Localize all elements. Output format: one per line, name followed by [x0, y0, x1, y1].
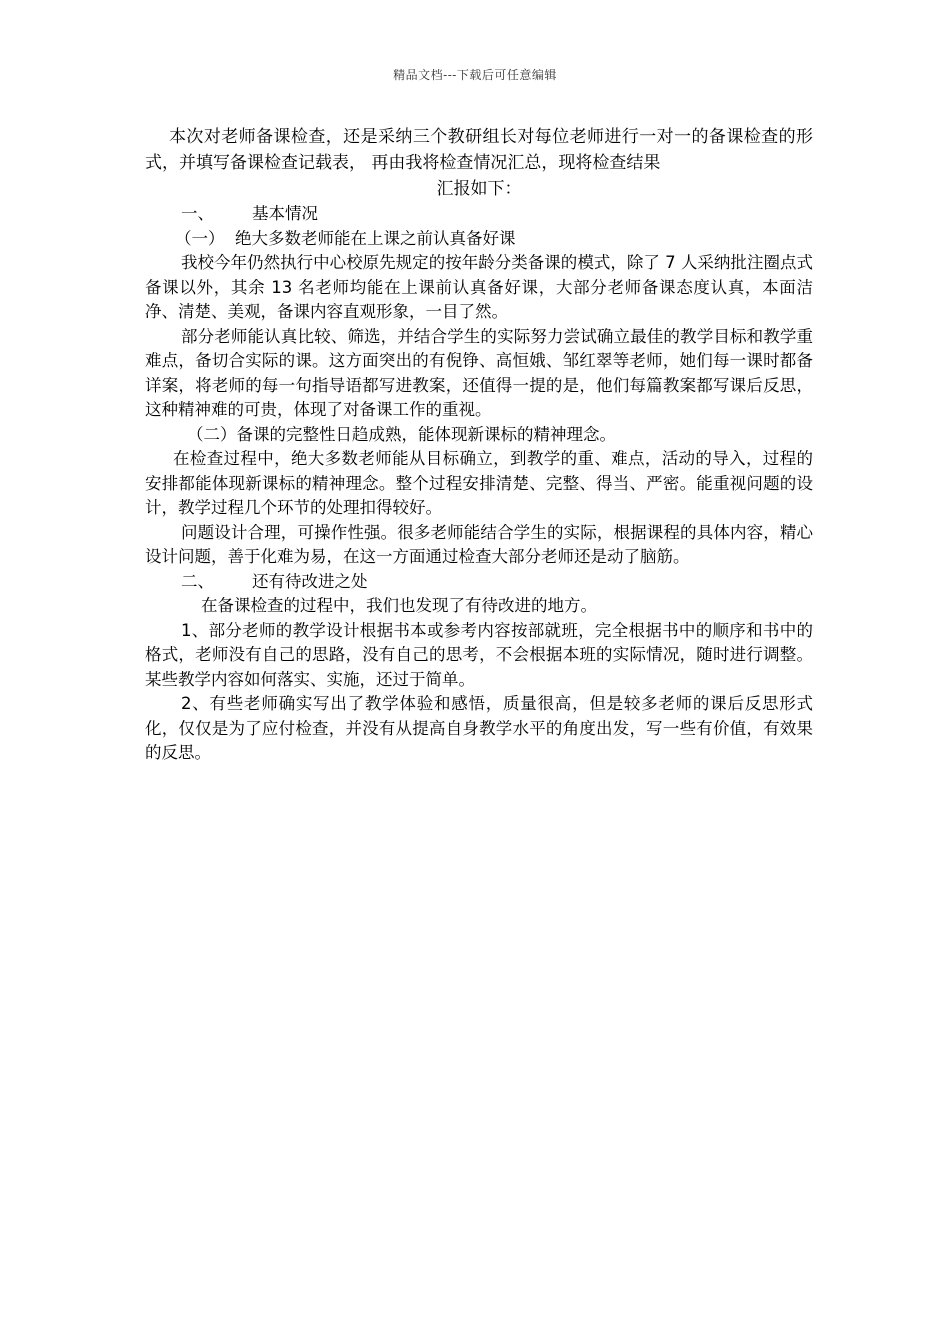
subsection-1-heading: （一） 绝大多数老师能在上课之前认真备好课: [175, 228, 516, 248]
paragraph: 在检查过程中，绝大多数老师能从目标确立，到教学的重、难点，活动的导入，过程的安排都能体现新课标的精神理念。整个过程安排清楚、完整、得当、严密。能重视问题的设计，教学过程几个环节的处理扣得较好。: [145, 449, 813, 517]
intro-paragraph: 本次对老师备课检查，还是采纳三个教研组长对每位老师进行一对一的备课检查的形式，并填写备课检查记载表， 再由我将检查情况汇总，现将检查结果: [145, 127, 813, 173]
section-2-title: 还有待改进之处: [252, 571, 368, 591]
section-1-number: 一、: [181, 204, 214, 223]
paragraph: 1、部分老师的教学设计根据书本或参考内容按部就班，完全根据书中的顺序和书中的格式，老师没有自己的思路，没有自己的思考，不会根据本班的实际情况，随时进行调整。某些教学内容如何落实、实施，还过于简单。: [145, 620, 813, 689]
paragraph: 在备课检查的过程中，我们也发现了有待改进的地方。: [201, 596, 597, 615]
section-1-title: 基本情况: [252, 204, 318, 223]
document-body: [145, 124, 813, 766]
paragraph: 我校今年仍然执行中心校原先规定的按年龄分类备课的模式，除了 7 人采纳批注圈点式备课以外，其余 13 名老师均能在上课前认真备好课，大部分老师备课态度认真，本面洁净、清楚、美观，备课内容直观形象，一目了然。: [145, 253, 813, 321]
paragraph: 问题设计合理，可操作性强。很多老师能结合学生的实际，根据课程的具体内容，精心设计问题，善于化难为易，在这一方面通过检查大部分老师还是动了脑筋。: [145, 522, 813, 566]
paragraph: 2、有些老师确实写出了教学体验和感悟，质量很高，但是较多老师的课后反思形式化，仅仅是为了应付检查，并没有从提高自身教学水平的角度出发，写一些有价值，有效果的反思。: [145, 694, 813, 762]
page-header: 精品文档---下载后可任意编辑: [393, 68, 557, 82]
section-2-number: 二、: [181, 571, 214, 591]
section-1-heading: [145, 202, 813, 227]
section-2-heading: [145, 570, 813, 595]
subsection-2-heading: （二）备课的完整性日趋成熟，能体现新课标的精神理念。: [187, 424, 616, 444]
intro-paragraph-end: 汇报如下：: [436, 179, 522, 199]
paragraph: 部分老师能认真比较、筛选，并结合学生的实际努力尝试确立最佳的教学目标和教学重难点，备切合实际的课。这方面突出的有倪铮、高恒娥、邹红翠等老师，她们每一课时都备详案，将老师的每一句指导语都写进教案，还值得一提的是，他们每篇教案都写课后反思，这种精神难的可贵，体现了对备课工作的重视。: [145, 326, 813, 419]
